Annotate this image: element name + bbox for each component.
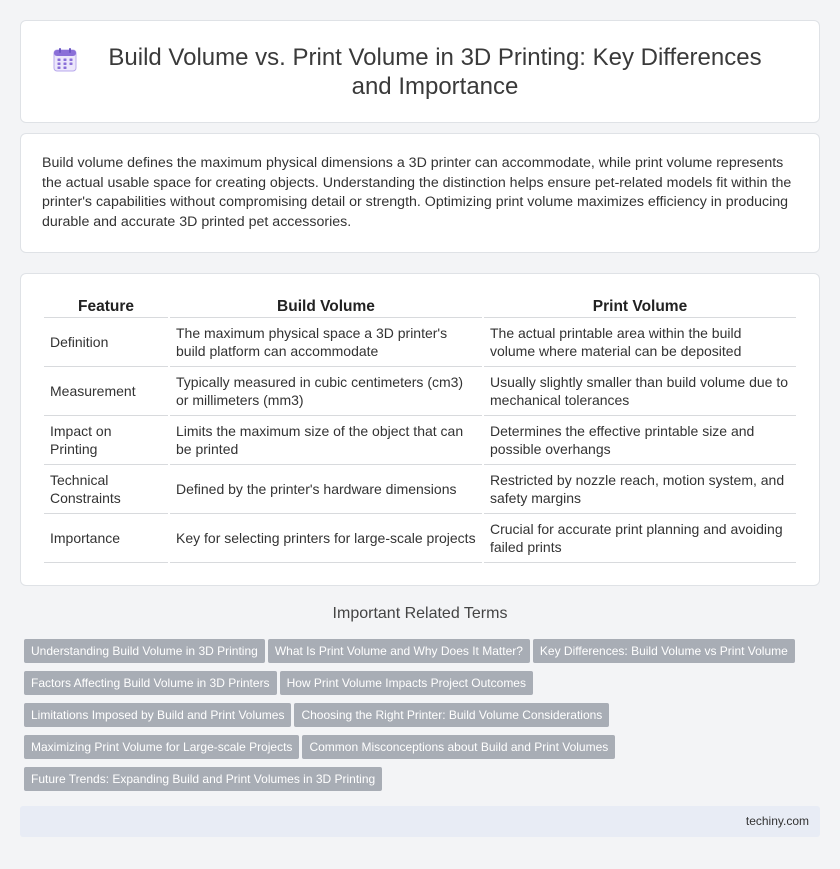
table-row bbox=[44, 416, 796, 465]
tag-row bbox=[24, 767, 814, 799]
related-terms-list bbox=[24, 639, 814, 799]
feature-cell: Impact on Printing bbox=[44, 416, 168, 465]
related-terms-title: Important Related Terms bbox=[332, 605, 508, 622]
print-volume-cell: Crucial for accurate print planning and avoiding failed prints bbox=[484, 514, 796, 563]
related-term-tag[interactable]: Common Misconceptions about Build and Print Volumes bbox=[302, 735, 615, 759]
related-term-tag[interactable]: How Print Volume Impacts Project Outcomes bbox=[280, 671, 533, 695]
print-volume-cell: Determines the effective printable size and possible overhangs bbox=[484, 416, 796, 465]
related-term-tag[interactable]: Maximizing Print Volume for Large-scale Projects bbox=[24, 735, 299, 759]
related-term-tag[interactable]: Future Trends: Expanding Build and Print Volumes in 3D Printing bbox=[24, 767, 382, 791]
table-row bbox=[44, 514, 796, 563]
comparison-table bbox=[42, 296, 798, 563]
tag-row bbox=[24, 639, 814, 671]
table-header-row bbox=[44, 296, 796, 318]
related-term-tag[interactable]: Choosing the Right Printer: Build Volume Considerations bbox=[294, 703, 609, 727]
build-volume-cell: Limits the maximum size of the object that can be printed bbox=[170, 416, 482, 465]
header-print-volume: Print Volume bbox=[484, 296, 796, 318]
build-volume-cell: Defined by the printer's hardware dimensions bbox=[170, 465, 482, 514]
print-volume-cell: Restricted by nozzle reach, motion system, and safety margins bbox=[484, 465, 796, 514]
table-row bbox=[44, 318, 796, 367]
feature-cell: Definition bbox=[44, 318, 168, 367]
table-row bbox=[44, 367, 796, 416]
page-title: Build Volume vs. Print Volume in 3D Printing: Key Differences and Importance bbox=[108, 44, 762, 100]
intro-card bbox=[20, 133, 820, 253]
related-term-tag[interactable]: Key Differences: Build Volume vs Print Volume bbox=[533, 639, 795, 663]
related-term-tag[interactable]: Factors Affecting Build Volume in 3D Printers bbox=[24, 671, 277, 695]
tag-row bbox=[24, 735, 814, 767]
feature-cell: Importance bbox=[44, 514, 168, 563]
related-term-tag[interactable]: Limitations Imposed by Build and Print Volumes bbox=[24, 703, 291, 727]
header-feature: Feature bbox=[44, 296, 168, 318]
tag-row bbox=[24, 703, 814, 735]
feature-cell: Technical Constraints bbox=[44, 465, 168, 514]
intro-paragraph: Build volume defines the maximum physical dimensions a 3D printer can accommodate, while print volume represents the actual usable space for creating objects. Understanding the distinction helps ensure pet-related models fit within the printer's capabilities without compromising detail or strength. Optimizing print volume maximizes efficiency in producing durable and accurate 3D printed pet accessories. bbox=[42, 155, 792, 230]
footer-site-link[interactable]: techiny.com bbox=[745, 814, 809, 828]
comparison-table-card bbox=[20, 273, 820, 586]
build-volume-cell: Typically measured in cubic centimeters (cm3) or millimeters (mm3) bbox=[170, 367, 482, 416]
related-term-tag[interactable]: What Is Print Volume and Why Does It Matter? bbox=[268, 639, 530, 663]
print-volume-cell: The actual printable area within the build volume where material can be deposited bbox=[484, 318, 796, 367]
table-row bbox=[44, 465, 796, 514]
build-volume-cell: Key for selecting printers for large-scale projects bbox=[170, 514, 482, 563]
footer bbox=[20, 806, 820, 837]
title-card bbox=[20, 20, 820, 123]
related-term-tag[interactable]: Understanding Build Volume in 3D Printing bbox=[24, 639, 265, 663]
tag-row bbox=[24, 671, 814, 703]
feature-cell: Measurement bbox=[44, 367, 168, 416]
header-build-volume: Build Volume bbox=[170, 296, 482, 318]
build-volume-cell: The maximum physical space a 3D printer's build platform can accommodate bbox=[170, 318, 482, 367]
print-volume-cell: Usually slightly smaller than build volume due to mechanical tolerances bbox=[484, 367, 796, 416]
